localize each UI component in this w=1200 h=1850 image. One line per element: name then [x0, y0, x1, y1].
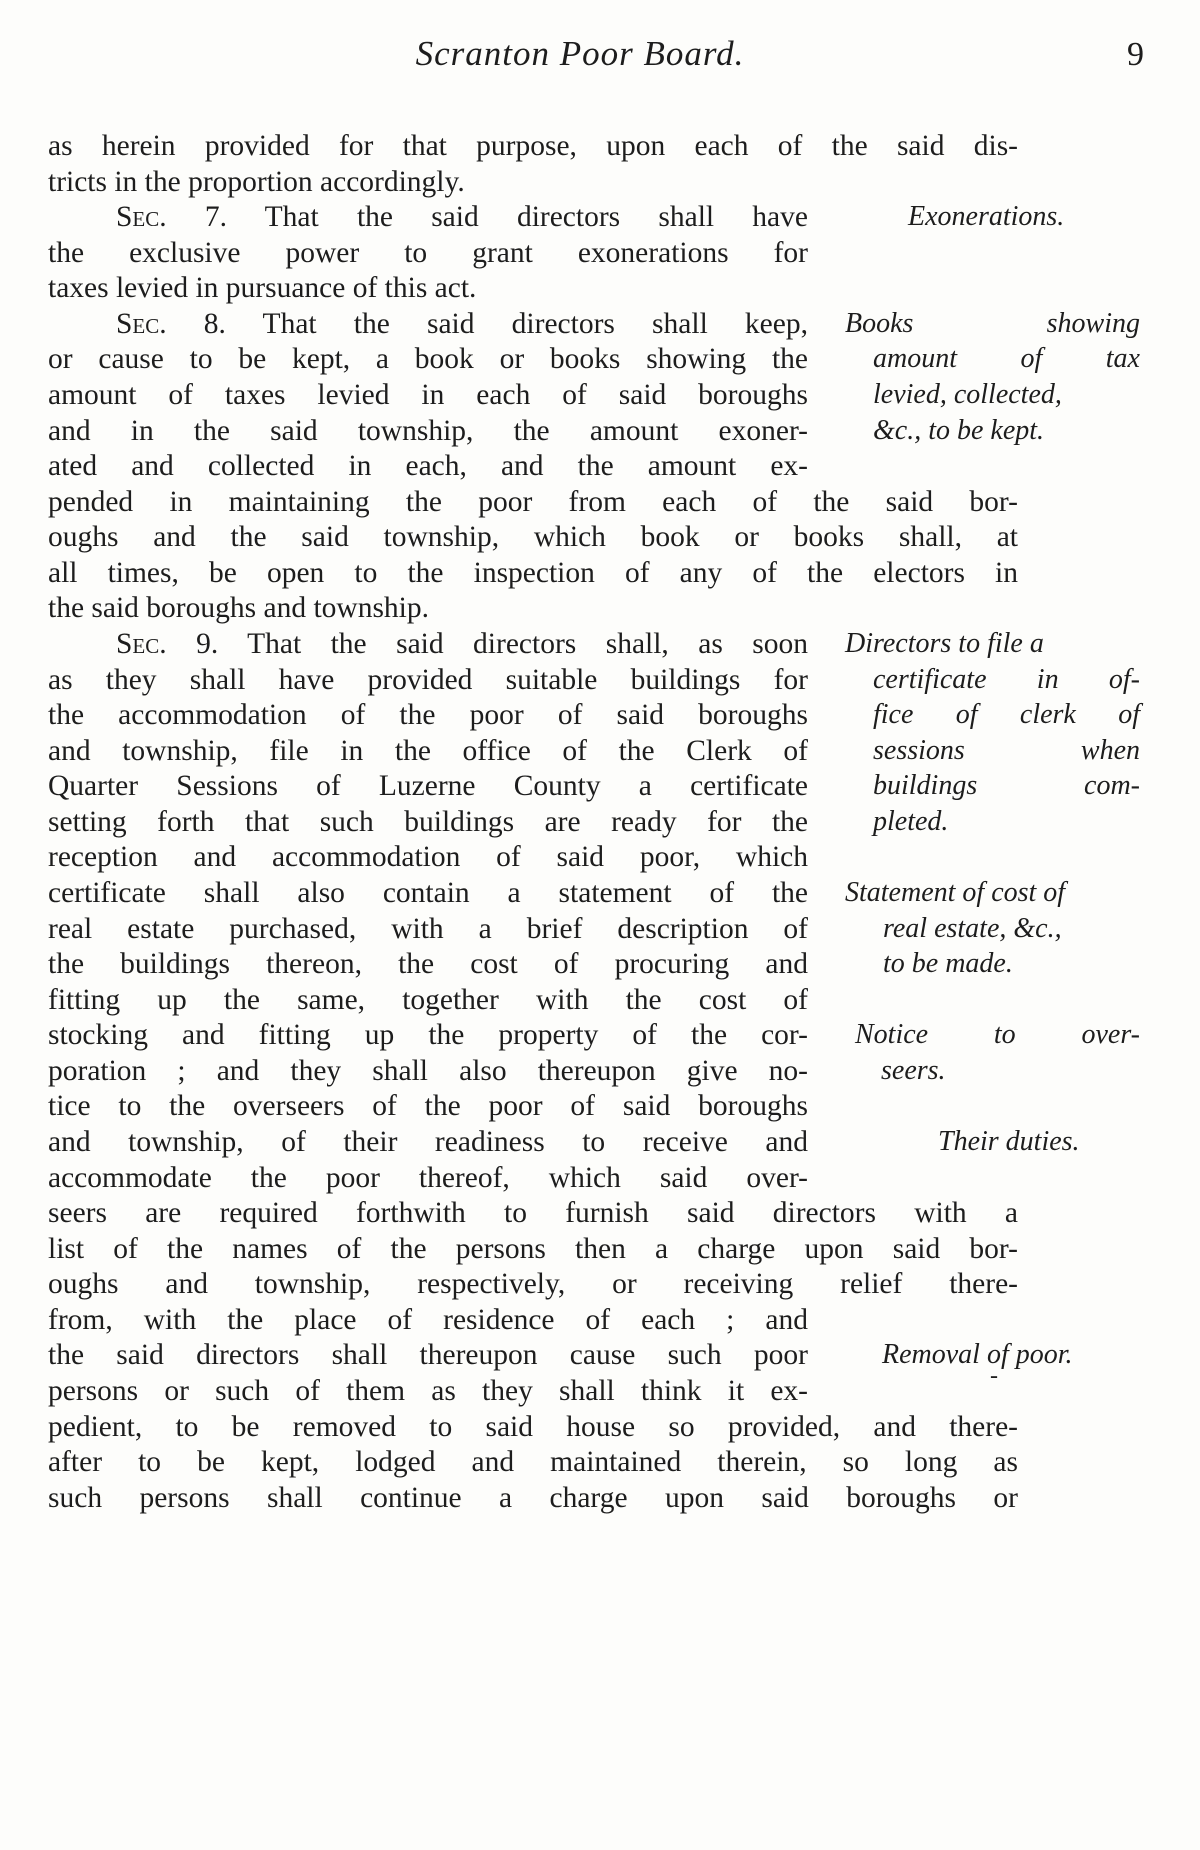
- margin-note-exonerations: Exonerations.: [908, 201, 1065, 232]
- text-line: ated and collected in each, and the amount ex-: [48, 450, 808, 482]
- margin-note: seers.: [881, 1055, 946, 1086]
- text-line: oughs and township, respectively, or receiving relief there-: [48, 1268, 1018, 1300]
- page-title: Scranton Poor Board.: [415, 34, 745, 73]
- text-line: accommodate the poor thereof, which said over-: [48, 1162, 808, 1194]
- page-number: 9: [1127, 36, 1144, 73]
- text-line: as they shall have provided suitable buildings for: [48, 664, 808, 696]
- text-line: as herein provided for that purpose, upon each of the said dis-: [48, 130, 1018, 162]
- margin-note: fice of clerk of: [873, 699, 1140, 730]
- text-line: pended in maintaining the poor from each of the said bor-: [48, 486, 1018, 518]
- text-line: and in the said township, the amount exoner-: [48, 415, 808, 447]
- section-9-line: Sec. 9. That the said directors shall, as soon: [116, 628, 808, 660]
- text-line: from, with the place of residence of each ; and: [48, 1304, 808, 1336]
- margin-note: Notice to over-: [855, 1019, 1140, 1050]
- text-line: seers are required forthwith to furnish said directors with a: [48, 1197, 1018, 1229]
- margin-note: pleted.: [873, 806, 949, 837]
- text-line: fitting up the same, together with the cost of: [48, 984, 808, 1016]
- text-line: all times, be open to the inspection of any of the electors in: [48, 557, 1018, 589]
- text-line: the buildings thereon, the cost of procuring and: [48, 948, 808, 980]
- text-line: taxes levied in pursuance of this act.: [48, 272, 477, 304]
- text-line: reception and accommodation of said poor, which: [48, 841, 808, 873]
- text-line: and township, file in the office of the Clerk of: [48, 735, 808, 767]
- margin-note: Statement of cost of: [845, 877, 1066, 908]
- section-8-line: Sec. 8. That the said directors shall keep,: [116, 308, 808, 340]
- margin-note: certificate in of-: [873, 664, 1140, 695]
- text-line: Quarter Sessions of Luzerne County a certificate: [48, 770, 808, 802]
- text-line: poration ; and they shall also thereupon give no-: [48, 1055, 808, 1087]
- margin-note: amount of tax: [873, 343, 1140, 374]
- text-line: pedient, to be removed to said house so provided, and there-: [48, 1411, 1018, 1443]
- margin-note: to be made.: [883, 948, 1013, 979]
- text-line: the said directors shall thereupon cause such poor: [48, 1339, 808, 1371]
- text-line: certificate shall also contain a statement of the: [48, 877, 808, 909]
- text-line: and township, of their readiness to receive and: [48, 1126, 808, 1158]
- text-line: the accommodation of the poor of said boroughs: [48, 699, 808, 731]
- section-7-line: Sec. 7. That the said directors shall have: [116, 201, 808, 233]
- text-line: after to be kept, lodged and maintained therein, so long as: [48, 1446, 1018, 1478]
- text-line: tricts in the proportion accordingly.: [48, 166, 465, 198]
- margin-note: Removal of poor.: [882, 1339, 1073, 1370]
- margin-note: real estate, &c.,: [883, 913, 1062, 944]
- text-line: or cause to be kept, a book or books showing the: [48, 343, 808, 375]
- text-line: persons or such of them as they shall think it ex-: [48, 1375, 808, 1407]
- margin-dash: -: [990, 1363, 998, 1389]
- text-line: amount of taxes levied in each of said boroughs: [48, 379, 808, 411]
- text-line: stocking and fitting up the property of the cor-: [48, 1019, 808, 1051]
- text-line: oughs and the said township, which book or books shall, at: [48, 521, 1018, 553]
- margin-note: &c., to be kept.: [873, 415, 1045, 446]
- margin-note: Directors to file a: [845, 628, 1044, 659]
- text-line: real estate purchased, with a brief description of: [48, 913, 808, 945]
- running-head: [0, 34, 1200, 84]
- margin-note: sessions when: [873, 735, 1140, 766]
- margin-note: Their duties.: [938, 1126, 1080, 1157]
- text-line: setting forth that such buildings are ready for the: [48, 806, 808, 838]
- text-line: list of the names of the persons then a charge upon said bor-: [48, 1233, 1018, 1265]
- margin-note: Books showing: [845, 308, 1140, 339]
- text-line: such persons shall continue a charge upon said boroughs or: [48, 1482, 1018, 1514]
- margin-note: levied, collected,: [873, 379, 1062, 410]
- text-line: the said boroughs and township.: [48, 592, 430, 624]
- margin-note: buildings com-: [873, 770, 1140, 801]
- text-line: tice to the overseers of the poor of said boroughs: [48, 1090, 808, 1122]
- text-line: the exclusive power to grant exonerations for: [48, 237, 808, 269]
